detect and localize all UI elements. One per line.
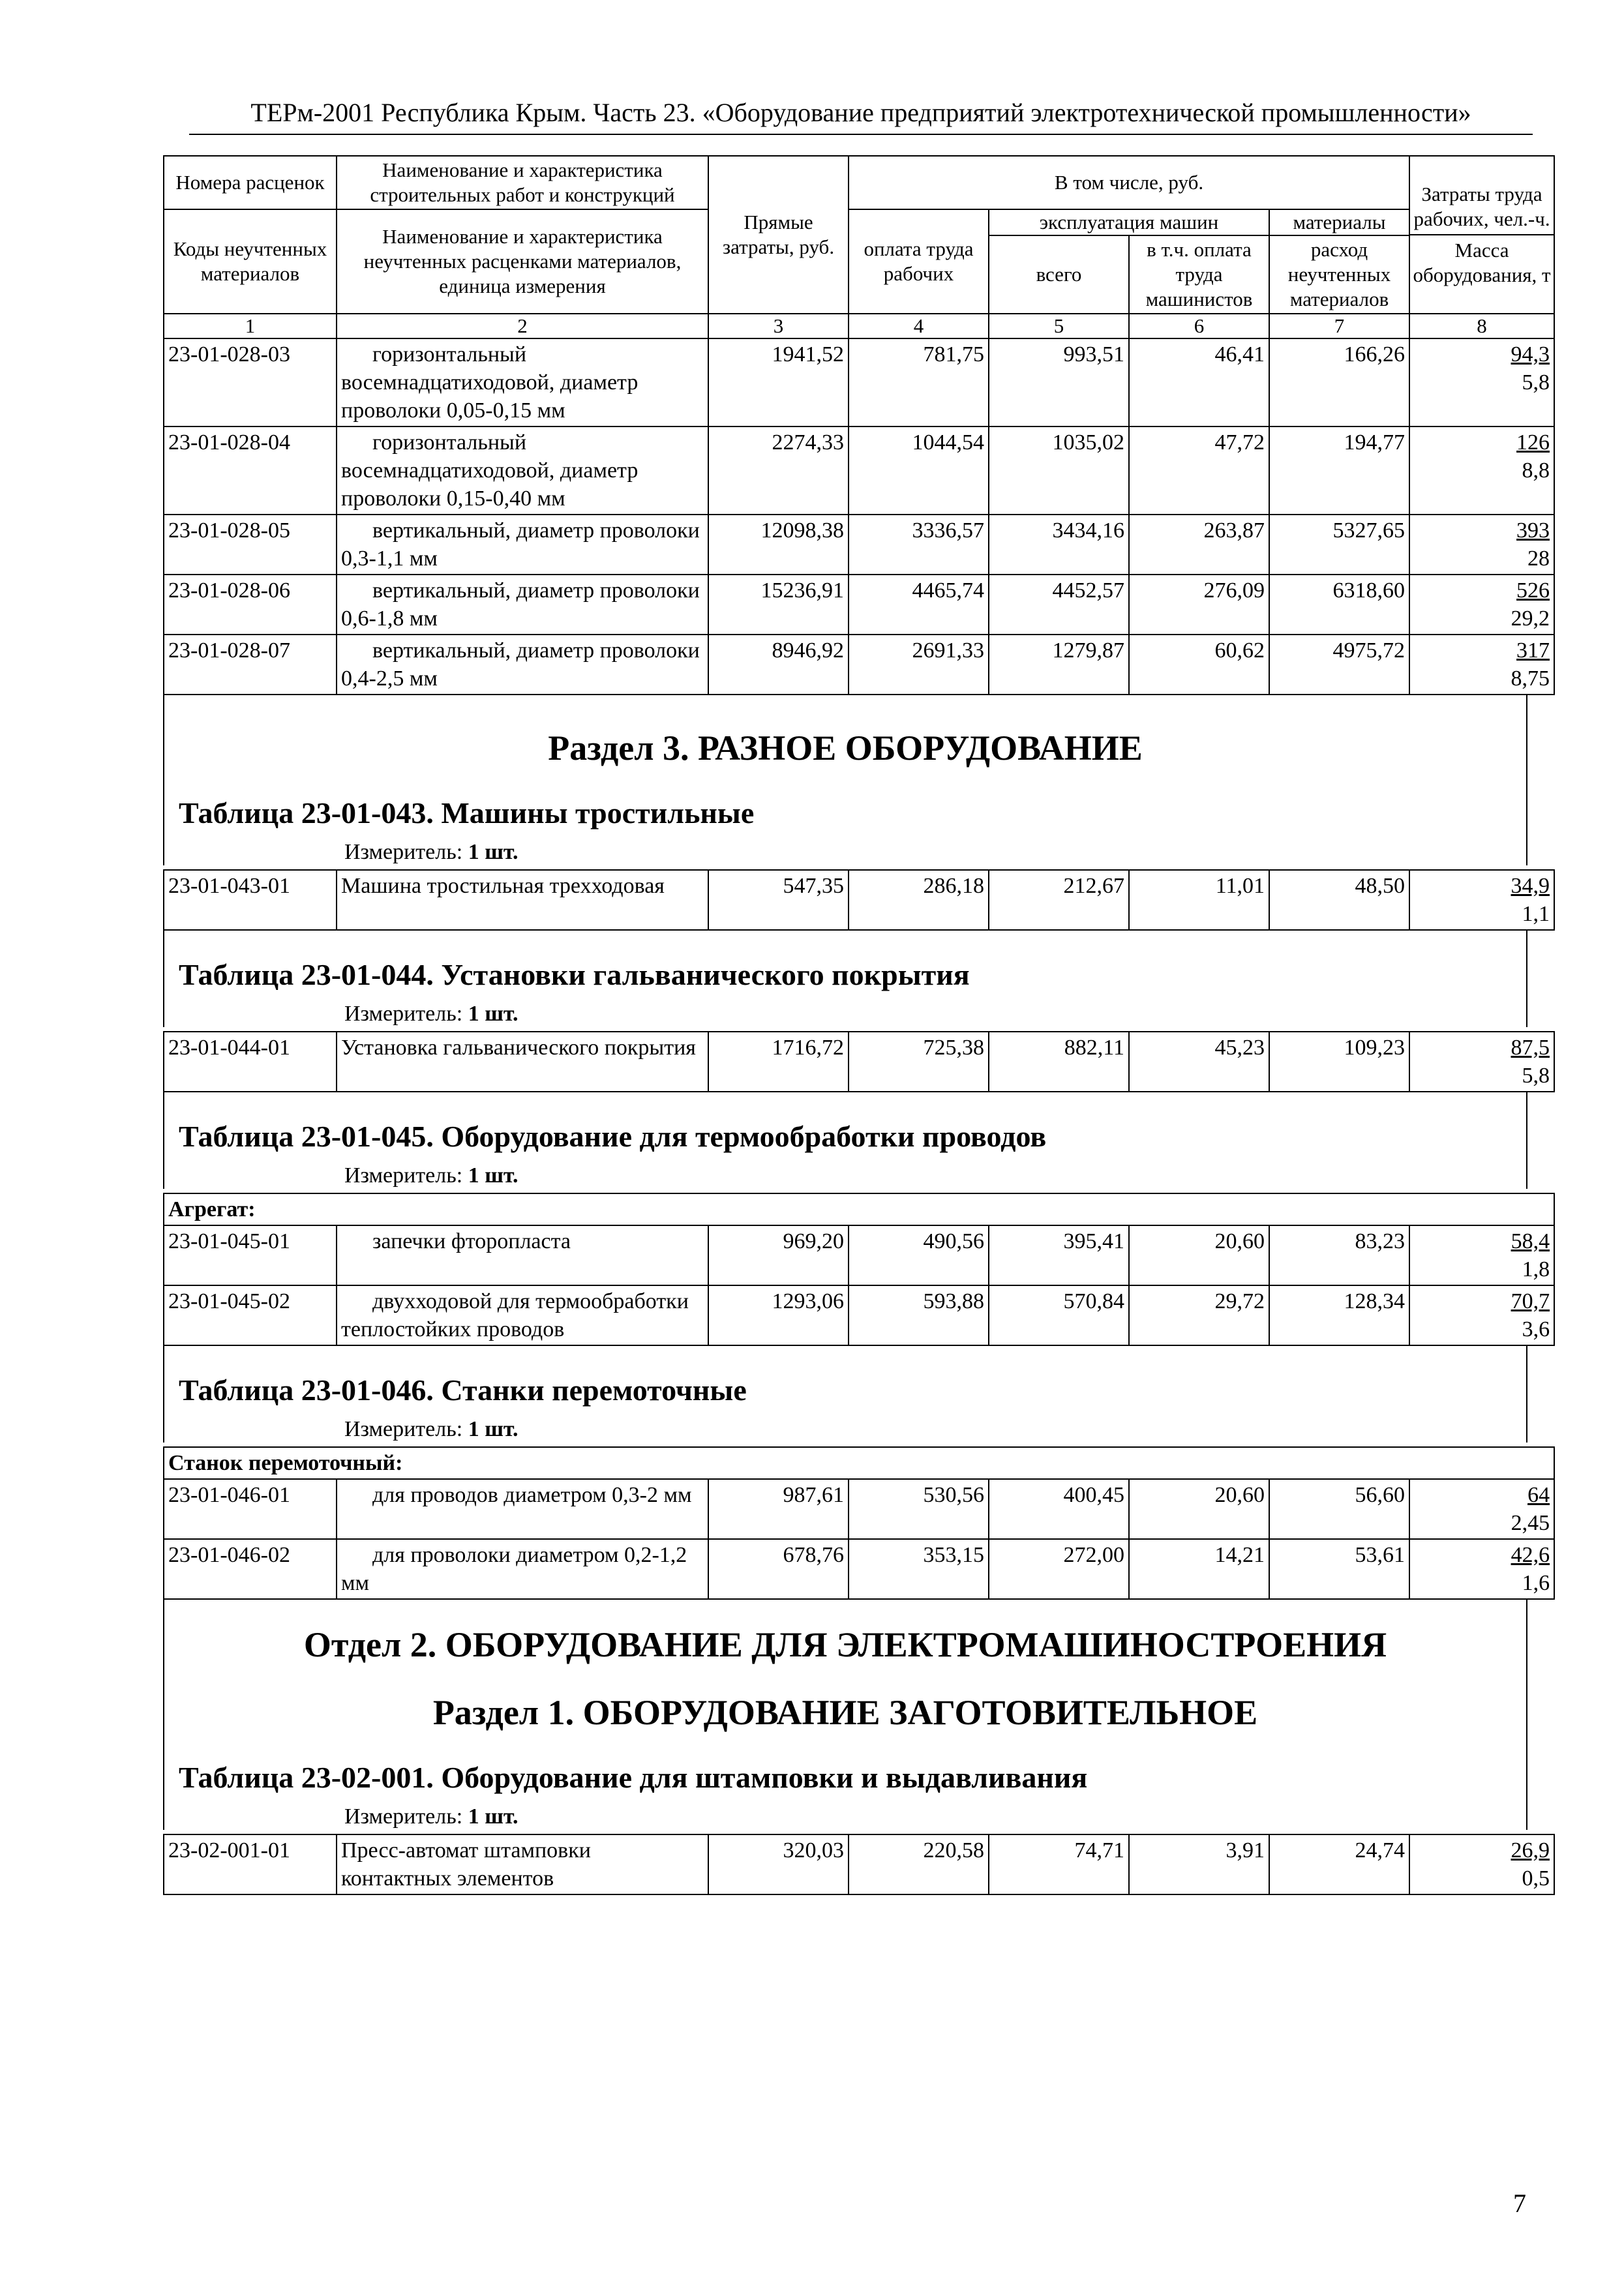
equipment-mass: 1,6 [1522, 1571, 1550, 1595]
rate-code: 23-01-043-01 [164, 870, 337, 930]
labor-hours-and-mass [1409, 870, 1554, 930]
continuation-frame [163, 1346, 1527, 1443]
machines-total: 3434,16 [989, 515, 1129, 575]
machines-total: 1279,87 [989, 635, 1129, 695]
machines-total: 1035,02 [989, 426, 1129, 515]
table-row [164, 1539, 1554, 1599]
column-index: 6 [1129, 314, 1269, 338]
worker-pay: 3336,57 [849, 515, 989, 575]
machines-total: 400,45 [989, 1479, 1129, 1539]
labor-hours: 26,9 [1511, 1838, 1550, 1863]
materials-cost: 83,23 [1269, 1225, 1409, 1285]
rates-table-201 [163, 1834, 1555, 1895]
materials-cost: 194,77 [1269, 426, 1409, 515]
col-header-material-name: Наименование и характеристика неучтенных расценками материалов, единица измерения [337, 209, 708, 314]
labor-hours-and-mass [1409, 635, 1554, 695]
rate-code: 23-01-028-05 [164, 515, 337, 575]
col-header-unaccounted-materials: расход неучтенных материалов [1269, 235, 1409, 314]
rates-table-045 [163, 1193, 1555, 1346]
continuation-frame [163, 1600, 1527, 1830]
labor-hours-and-mass [1409, 338, 1554, 426]
materials-cost: 128,34 [1269, 1285, 1409, 1345]
labor-hours: 64 [1527, 1483, 1550, 1507]
continuation-frame [163, 695, 1527, 865]
group-heading: Агрегат: [164, 1193, 1554, 1225]
materials-cost: 6318,60 [1269, 575, 1409, 635]
direct-costs: 12098,38 [708, 515, 849, 575]
header-rule [189, 134, 1533, 135]
table-row [164, 575, 1554, 635]
column-index: 1 [164, 314, 337, 338]
equipment-mass: 1,1 [1522, 902, 1550, 926]
rate-code: 23-01-045-02 [164, 1285, 337, 1345]
rate-code: 23-01-028-04 [164, 426, 337, 515]
worker-pay: 530,56 [849, 1479, 989, 1539]
rate-name: для проволоки диаметром 0,2-1,2 мм [337, 1539, 708, 1599]
direct-costs: 1293,06 [708, 1285, 849, 1345]
table-row [164, 870, 1554, 930]
col-header-worker-pay: оплата труда рабочих [849, 209, 989, 314]
table-row [164, 1225, 1554, 1285]
table-title: Таблица 23-01-043. Машины тростильные [179, 796, 755, 830]
labor-hours-and-mass [1409, 1225, 1554, 1285]
worker-pay: 725,38 [849, 1032, 989, 1092]
labor-hours-and-mass [1409, 1834, 1554, 1894]
table-row [164, 635, 1554, 695]
labor-hours: 87,5 [1511, 1036, 1550, 1060]
col-header-labor-hours-cell [1409, 156, 1554, 314]
rate-code: 23-01-028-03 [164, 338, 337, 426]
page-content [163, 155, 1551, 1895]
column-index: 8 [1409, 314, 1554, 338]
measure-unit: Измеритель: 1 шт. [344, 840, 519, 864]
page-number: 7 [1513, 2189, 1526, 2218]
operator-pay: 20,60 [1129, 1479, 1269, 1539]
col-header-labor-hours: Затраты труда рабочих, чел.-ч. [1410, 179, 1554, 235]
table-title: Таблица 23-02-001. Оборудование для штамповки и выдавливания [179, 1761, 1088, 1794]
column-index-row [164, 314, 1554, 338]
operator-pay: 60,62 [1129, 635, 1269, 695]
rate-name: горизонтальный восемнадцатиходовой, диаметр проволоки 0,15-0,40 мм [337, 426, 708, 515]
labor-hours-and-mass [1409, 1285, 1554, 1345]
table-row [164, 426, 1554, 515]
machines-total: 4452,57 [989, 575, 1129, 635]
machines-total: 74,71 [989, 1834, 1129, 1894]
labor-hours: 526 [1516, 578, 1550, 603]
machines-total: 993,51 [989, 338, 1129, 426]
labor-hours: 42,6 [1511, 1543, 1550, 1567]
table-row [164, 338, 1554, 426]
operator-pay: 14,21 [1129, 1539, 1269, 1599]
column-index: 4 [849, 314, 989, 338]
rate-name: запечки фторопласта [337, 1225, 708, 1285]
labor-hours-and-mass [1409, 575, 1554, 635]
equipment-mass: 3,6 [1522, 1317, 1550, 1341]
worker-pay: 2691,33 [849, 635, 989, 695]
rate-name: вертикальный, диаметр проволоки 0,6-1,8 мм [337, 575, 708, 635]
col-header-materials: материалы [1269, 209, 1409, 235]
machines-total: 882,11 [989, 1032, 1129, 1092]
rate-code: 23-01-028-06 [164, 575, 337, 635]
direct-costs: 547,35 [708, 870, 849, 930]
worker-pay: 286,18 [849, 870, 989, 930]
measure-unit: Измеритель: 1 шт. [344, 1163, 519, 1188]
operator-pay: 263,87 [1129, 515, 1269, 575]
col-header-rate-numbers: Номера расценок [164, 156, 337, 209]
col-header-equipment-mass: Масса оборудования, т [1413, 239, 1551, 286]
table-title: Таблица 23-01-045. Оборудование для термообработки проводов [179, 1120, 1047, 1153]
column-index: 2 [337, 314, 708, 338]
operator-pay: 3,91 [1129, 1834, 1269, 1894]
section-title: Раздел 1. ОБОРУДОВАНИЕ ЗАГОТОВИТЕЛЬНОЕ [432, 1693, 1258, 1732]
operator-pay: 29,72 [1129, 1285, 1269, 1345]
machines-total: 570,84 [989, 1285, 1129, 1345]
labor-hours: 94,3 [1511, 342, 1550, 367]
direct-costs: 987,61 [708, 1479, 849, 1539]
column-index: 7 [1269, 314, 1409, 338]
rates-table-main [163, 155, 1555, 695]
rate-code: 23-01-046-01 [164, 1479, 337, 1539]
worker-pay: 1044,54 [849, 426, 989, 515]
equipment-mass: 1,8 [1522, 1257, 1550, 1281]
operator-pay: 20,60 [1129, 1225, 1269, 1285]
direct-costs: 15236,91 [708, 575, 849, 635]
materials-cost: 109,23 [1269, 1032, 1409, 1092]
col-header-material-codes: Коды неучтенных материалов [164, 209, 337, 314]
rates-table-044 [163, 1031, 1555, 1092]
equipment-mass: 29,2 [1511, 606, 1550, 631]
column-index: 3 [708, 314, 849, 338]
rate-code: 23-01-028-07 [164, 635, 337, 695]
materials-cost: 5327,65 [1269, 515, 1409, 575]
col-header-work-name: Наименование и характеристика строительных работ и конструкций [337, 156, 708, 209]
rate-name: вертикальный, диаметр проволоки 0,3-1,1 мм [337, 515, 708, 575]
continuation-frame [163, 931, 1527, 1027]
continuation-frame [163, 1092, 1527, 1189]
machines-total: 395,41 [989, 1225, 1129, 1285]
col-header-machines-total: всего [989, 235, 1129, 314]
equipment-mass: 8,8 [1522, 458, 1550, 483]
materials-cost: 4975,72 [1269, 635, 1409, 695]
rate-name: для проводов диаметром 0,3-2 мм [337, 1479, 708, 1539]
operator-pay: 276,09 [1129, 575, 1269, 635]
materials-cost: 48,50 [1269, 870, 1409, 930]
labor-hours: 34,9 [1511, 874, 1550, 898]
equipment-mass: 5,8 [1522, 1064, 1550, 1088]
worker-pay: 593,88 [849, 1285, 989, 1345]
running-header: ТЕРм-2001 Республика Крым. Часть 23. «Оборудование предприятий электротехнической промышленности» [250, 98, 1471, 127]
table-row [164, 515, 1554, 575]
direct-costs: 1716,72 [708, 1032, 849, 1092]
direct-costs: 678,76 [708, 1539, 849, 1599]
rate-code: 23-01-044-01 [164, 1032, 337, 1092]
materials-cost: 24,74 [1269, 1834, 1409, 1894]
equipment-mass: 5,8 [1522, 370, 1550, 395]
col-header-machine-operation: эксплуатация машин [989, 209, 1269, 235]
equipment-mass: 28 [1527, 546, 1550, 571]
rate-name: Машина тростильная трехходовая [337, 870, 708, 930]
table-title: Таблица 23-01-044. Установки гальванического покрытия [179, 958, 970, 991]
materials-cost: 53,61 [1269, 1539, 1409, 1599]
table-row [164, 1479, 1554, 1539]
rate-name: Пресс-автомат штамповки контактных элементов [337, 1834, 708, 1894]
direct-costs: 2274,33 [708, 426, 849, 515]
rates-table-046 [163, 1446, 1555, 1600]
worker-pay: 4465,74 [849, 575, 989, 635]
worker-pay: 353,15 [849, 1539, 989, 1599]
labor-hours-and-mass [1409, 426, 1554, 515]
operator-pay: 11,01 [1129, 870, 1269, 930]
rate-name: двухходовой для термообработки теплостойких проводов [337, 1285, 708, 1345]
labor-hours: 58,4 [1511, 1229, 1550, 1253]
col-header-including: В том числе, руб. [849, 156, 1409, 209]
rate-code: 23-01-045-01 [164, 1225, 337, 1285]
equipment-mass: 2,45 [1511, 1511, 1550, 1535]
rate-code: 23-02-001-01 [164, 1834, 337, 1894]
section-title: Раздел 3. РАЗНОЕ ОБОРУДОВАНИЕ [548, 728, 1143, 768]
equipment-mass: 0,5 [1522, 1866, 1550, 1891]
rate-name: вертикальный, диаметр проволоки 0,4-2,5 мм [337, 635, 708, 695]
table-row [164, 1032, 1554, 1092]
operator-pay: 45,23 [1129, 1032, 1269, 1092]
labor-hours: 393 [1516, 518, 1550, 543]
measure-unit: Измеритель: 1 шт. [344, 1804, 519, 1829]
machines-total: 272,00 [989, 1539, 1129, 1599]
direct-costs: 320,03 [708, 1834, 849, 1894]
direct-costs: 1941,52 [708, 338, 849, 426]
table-row [164, 1834, 1554, 1894]
labor-hours: 126 [1516, 430, 1550, 455]
rate-code: 23-01-046-02 [164, 1539, 337, 1599]
rates-table-043 [163, 869, 1555, 931]
group-heading: Станок перемоточный: [164, 1447, 1554, 1479]
machines-total: 212,67 [989, 870, 1129, 930]
worker-pay: 781,75 [849, 338, 989, 426]
direct-costs: 8946,92 [708, 635, 849, 695]
column-index: 5 [989, 314, 1129, 338]
department-title: Отдел 2. ОБОРУДОВАНИЕ ДЛЯ ЭЛЕКТРОМАШИНОСТРОЕНИЯ [303, 1625, 1387, 1664]
table-row [164, 1285, 1554, 1345]
direct-costs: 969,20 [708, 1225, 849, 1285]
table-title: Таблица 23-01-046. Станки перемоточные [179, 1373, 747, 1407]
operator-pay: 46,41 [1129, 338, 1269, 426]
measure-unit: Измеритель: 1 шт. [344, 1002, 519, 1026]
labor-hours: 317 [1516, 638, 1550, 663]
materials-cost: 56,60 [1269, 1479, 1409, 1539]
labor-hours-and-mass [1409, 515, 1554, 575]
labor-hours: 70,7 [1511, 1289, 1550, 1313]
worker-pay: 220,58 [849, 1834, 989, 1894]
labor-hours-and-mass [1409, 1539, 1554, 1599]
equipment-mass: 8,75 [1511, 666, 1550, 691]
col-header-operator-pay: в т.ч. оплата труда машинистов [1129, 235, 1269, 314]
measure-unit: Измеритель: 1 шт. [344, 1417, 519, 1441]
materials-cost: 166,26 [1269, 338, 1409, 426]
operator-pay: 47,72 [1129, 426, 1269, 515]
rate-name: Установка гальванического покрытия [337, 1032, 708, 1092]
rate-name: горизонтальный восемнадцатиходовой, диаметр проволоки 0,05-0,15 мм [337, 338, 708, 426]
col-header-direct-costs: Прямые затраты, руб. [708, 156, 849, 314]
labor-hours-and-mass [1409, 1032, 1554, 1092]
worker-pay: 490,56 [849, 1225, 989, 1285]
labor-hours-and-mass [1409, 1479, 1554, 1539]
